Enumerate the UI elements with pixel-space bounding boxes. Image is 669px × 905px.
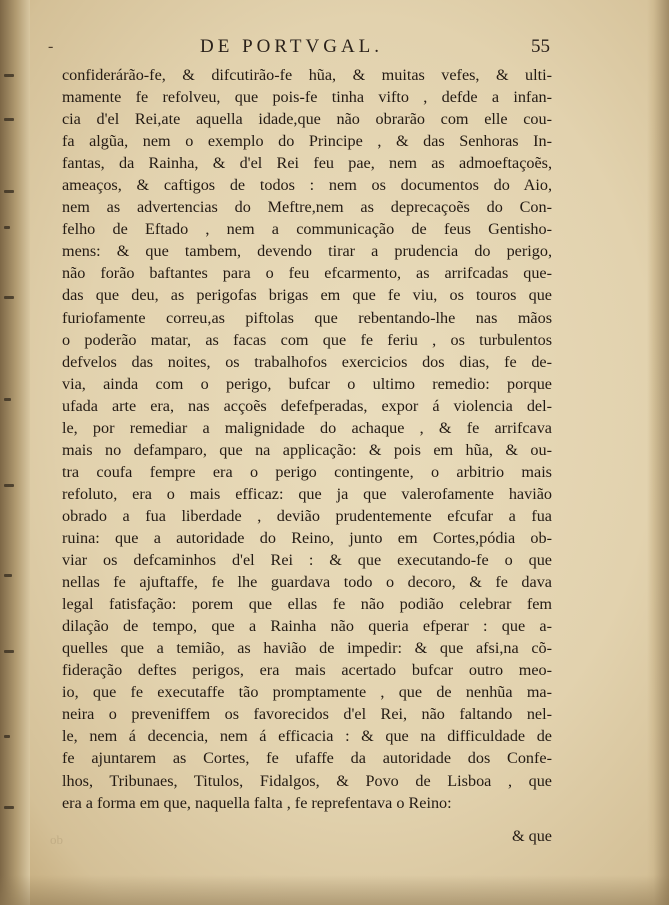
text-line: fa algũa, nem o exemplo do Principe , & das Senhoras In- — [62, 132, 552, 151]
text-line: tra coufa fempre era o perigo contingente, o arbitrio mais — [62, 462, 552, 481]
text-line: das que deu, as perigofas brigas em que fe viu, os touros que — [62, 286, 552, 305]
bleed-through-mark — [4, 74, 14, 77]
text-line: não forão baftantes para o feu efcarmento, as arrifcadas que- — [62, 264, 552, 283]
text-line: ruina: que a autoridade do Reino, junto em Cortes,pódia ob- — [62, 528, 552, 547]
text-line: ameaços, & caftigos de todos : nem os documentos do Aio, — [62, 176, 552, 195]
text-line: le, por remediar a malignidade do achaque , & fe arrifcava — [62, 418, 552, 437]
ink-stain: ob — [50, 832, 63, 847]
text-line: le, nem á decencia, nem á efficacia : & que na difficuldade de — [62, 727, 552, 746]
text-line: quelles que a temião, as havião de impedir: & que afsi,na cõ- — [62, 639, 552, 658]
running-head-title: DE PORTVGAL. — [200, 36, 384, 57]
text-line: cia d'el Rei,ate aquella idade,que não obrarão com elle cou- — [62, 110, 552, 129]
text-line: lhos, Tribunaes, Titulos, Fidalgos, & Povo de Lisboa , que — [62, 771, 552, 790]
page-number: 55 — [531, 36, 550, 57]
text-line: era a forma em que, naquella falta , fe reprefentava o Reino: — [62, 793, 452, 812]
bleed-through-mark — [4, 650, 14, 653]
text-line: viar os defcaminhos d'el Rei : & que executando-fe o que — [62, 551, 552, 570]
bleed-through-mark — [4, 484, 14, 487]
catchword: & que — [511, 827, 552, 845]
text-line: confiderárão-fe, & difcutirão-fe hũa, & muitas vefes, & ulti- — [62, 66, 552, 84]
text-line: neira o preveniffem os favorecidos d'el Rei, não faltando nel- — [62, 705, 552, 724]
text-line: mais no defamparo, que na applicação: & pois em hũa, & ou- — [62, 440, 552, 459]
bleed-through-mark — [4, 574, 12, 577]
text-line: dilação de tempo, que a Rainha não queria efperar : que a- — [62, 617, 552, 636]
text-line: mamente fe refolveu, que pois-fe tinha vifto , defde a infan- — [62, 88, 552, 107]
gutter-shadow — [0, 0, 30, 905]
running-head — [40, 36, 550, 62]
text-line: ufada arte era, nas acçoẽs defefperadas, expor á violencia del- — [62, 396, 552, 415]
text-line: felho de Eftado , nem a communicação de feus Gentisho- — [62, 220, 552, 239]
bleed-through-mark — [4, 806, 14, 809]
head-dash: - — [48, 38, 54, 55]
bleed-through-mark — [4, 226, 10, 229]
text-line: refoluto, era o mais efficaz: que ja que valerofamente havião — [62, 484, 552, 503]
bleed-through-mark — [4, 735, 10, 738]
text-line: fideração deftes perigos, era mais acertado bufcar outro meo- — [62, 661, 552, 680]
page-edge-bottom — [0, 875, 669, 905]
text-line: furiofamente correu,as piftolas que rebentando-lhe nas mãos — [62, 308, 552, 327]
bleed-through-mark — [4, 296, 14, 299]
text-line: io, que fe executaffe tão promptamente , que de nenhũa ma- — [62, 683, 552, 702]
body-text — [62, 64, 552, 814]
page-edge-right — [647, 0, 669, 905]
text-line: o poderão matar, as facas com que fe feriu , os turbulentos — [62, 330, 552, 349]
text-line: obrado a fua liberdade , devião prudentemente efcufar a fua — [62, 506, 552, 525]
text-line: via, ainda com o perigo, bufcar o ultimo remedio: porque — [62, 374, 552, 393]
text-line: mens: & que tambem, devendo tirar a prudencia do perigo, — [62, 242, 552, 261]
text-line: defvelos das noites, os trabalhofos exercicios dos dias, fe de- — [62, 352, 552, 371]
text-line: fantas, da Rainha, & d'el Rei feu pae, nem as admoeftaçoẽs, — [62, 154, 552, 173]
bleed-through-mark — [4, 398, 11, 401]
bleed-through-mark — [4, 190, 14, 193]
text-line: fe ajuntarem as Cortes, fe ufaffe da autoridade dos Confe- — [62, 749, 552, 768]
text-line: nellas fe ajuftaffe, fe lhe guardava todo o decoro, & fe dava — [62, 573, 552, 592]
bleed-through-mark — [4, 118, 14, 121]
text-line: legal fatisfação: porem que ellas fe não podião celebrar fem — [62, 595, 552, 614]
text-line: nem as advertencias do Meftre,nem as deprecaçoẽs do Con- — [62, 198, 552, 217]
